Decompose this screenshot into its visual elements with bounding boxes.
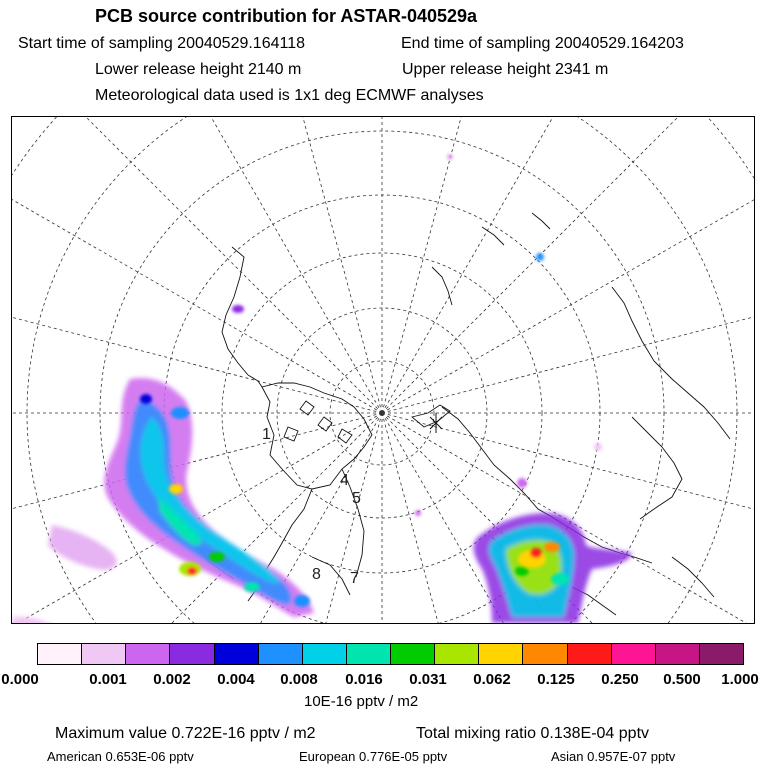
- asian-contribution: Asian 0.957E-07 pptv: [551, 749, 676, 764]
- start-time-label: Start time of sampling 20040529.164118: [18, 35, 306, 52]
- color-swatch: [38, 644, 82, 664]
- colorbar-tick-label: 0.031: [409, 671, 447, 688]
- color-swatch: [391, 644, 435, 664]
- scattered-blobs: [415, 154, 602, 516]
- color-swatch: [215, 644, 259, 664]
- plume-west: [12, 378, 314, 623]
- colorbar-tick-label: 1.000: [721, 671, 759, 688]
- color-swatch: [523, 644, 567, 664]
- colorbar-tick-label: 0.125: [537, 671, 575, 688]
- met-data-label: Meteorological data used is 1x1 deg ECMWF analyses: [95, 87, 484, 104]
- coastlines: [172, 213, 730, 615]
- latitude-circles: [12, 117, 754, 623]
- color-swatch: [479, 644, 523, 664]
- upper-height-label: Upper release height 2341 m: [402, 61, 609, 78]
- colorbar-tick-label: 0.062: [473, 671, 511, 688]
- marker-label: 7: [350, 570, 359, 587]
- colorbar-tick-label: 0.016: [345, 671, 383, 688]
- color-swatch: [82, 644, 126, 664]
- total-mixing-label: Total mixing ratio 0.138E-04 pptv: [416, 725, 650, 742]
- marker-label: 4: [340, 472, 349, 489]
- european-contribution: European 0.776E-05 pptv: [299, 749, 448, 764]
- colorbar-tick-label: 0.002: [153, 671, 191, 688]
- colorbar-units: 10E-16 pptv / m2: [304, 693, 419, 710]
- color-swatch: [170, 644, 214, 664]
- color-swatch: [656, 644, 700, 664]
- polar-map: [11, 116, 755, 624]
- plot-title: PCB source contribution for ASTAR-040529a: [95, 6, 478, 26]
- lower-height-label: Lower release height 2140 m: [95, 61, 302, 78]
- marker-label: 8: [312, 566, 321, 583]
- colorbar-tick-label: 0.001: [89, 671, 127, 688]
- colorbar-tick-label: 0.000: [1, 671, 39, 688]
- colorbar-tick-label: 0.008: [280, 671, 318, 688]
- end-time-label: End time of sampling 20040529.164203: [401, 35, 684, 52]
- marker-label: 1: [262, 426, 271, 443]
- color-swatch: [435, 644, 479, 664]
- meridian-lines: [12, 117, 754, 623]
- color-swatch: [568, 644, 612, 664]
- plume-east: [474, 513, 632, 623]
- release-marker: [430, 413, 442, 433]
- colorbar-tick-label: 0.250: [601, 671, 639, 688]
- color-swatch: [126, 644, 170, 664]
- max-value-label: Maximum value 0.722E-16 pptv / m2: [55, 725, 316, 742]
- color-swatch: [612, 644, 656, 664]
- colorbar-tick-label: 0.004: [217, 671, 255, 688]
- color-scale-bar: [37, 643, 744, 665]
- color-swatch: [347, 644, 391, 664]
- map-canvas: [12, 117, 754, 623]
- american-contribution: American 0.653E-06 pptv: [47, 749, 194, 764]
- marker-label: 5: [352, 490, 361, 507]
- color-swatch: [303, 644, 347, 664]
- color-swatch: [700, 644, 743, 664]
- colorbar-tick-label: 0.500: [663, 671, 701, 688]
- color-swatch: [259, 644, 303, 664]
